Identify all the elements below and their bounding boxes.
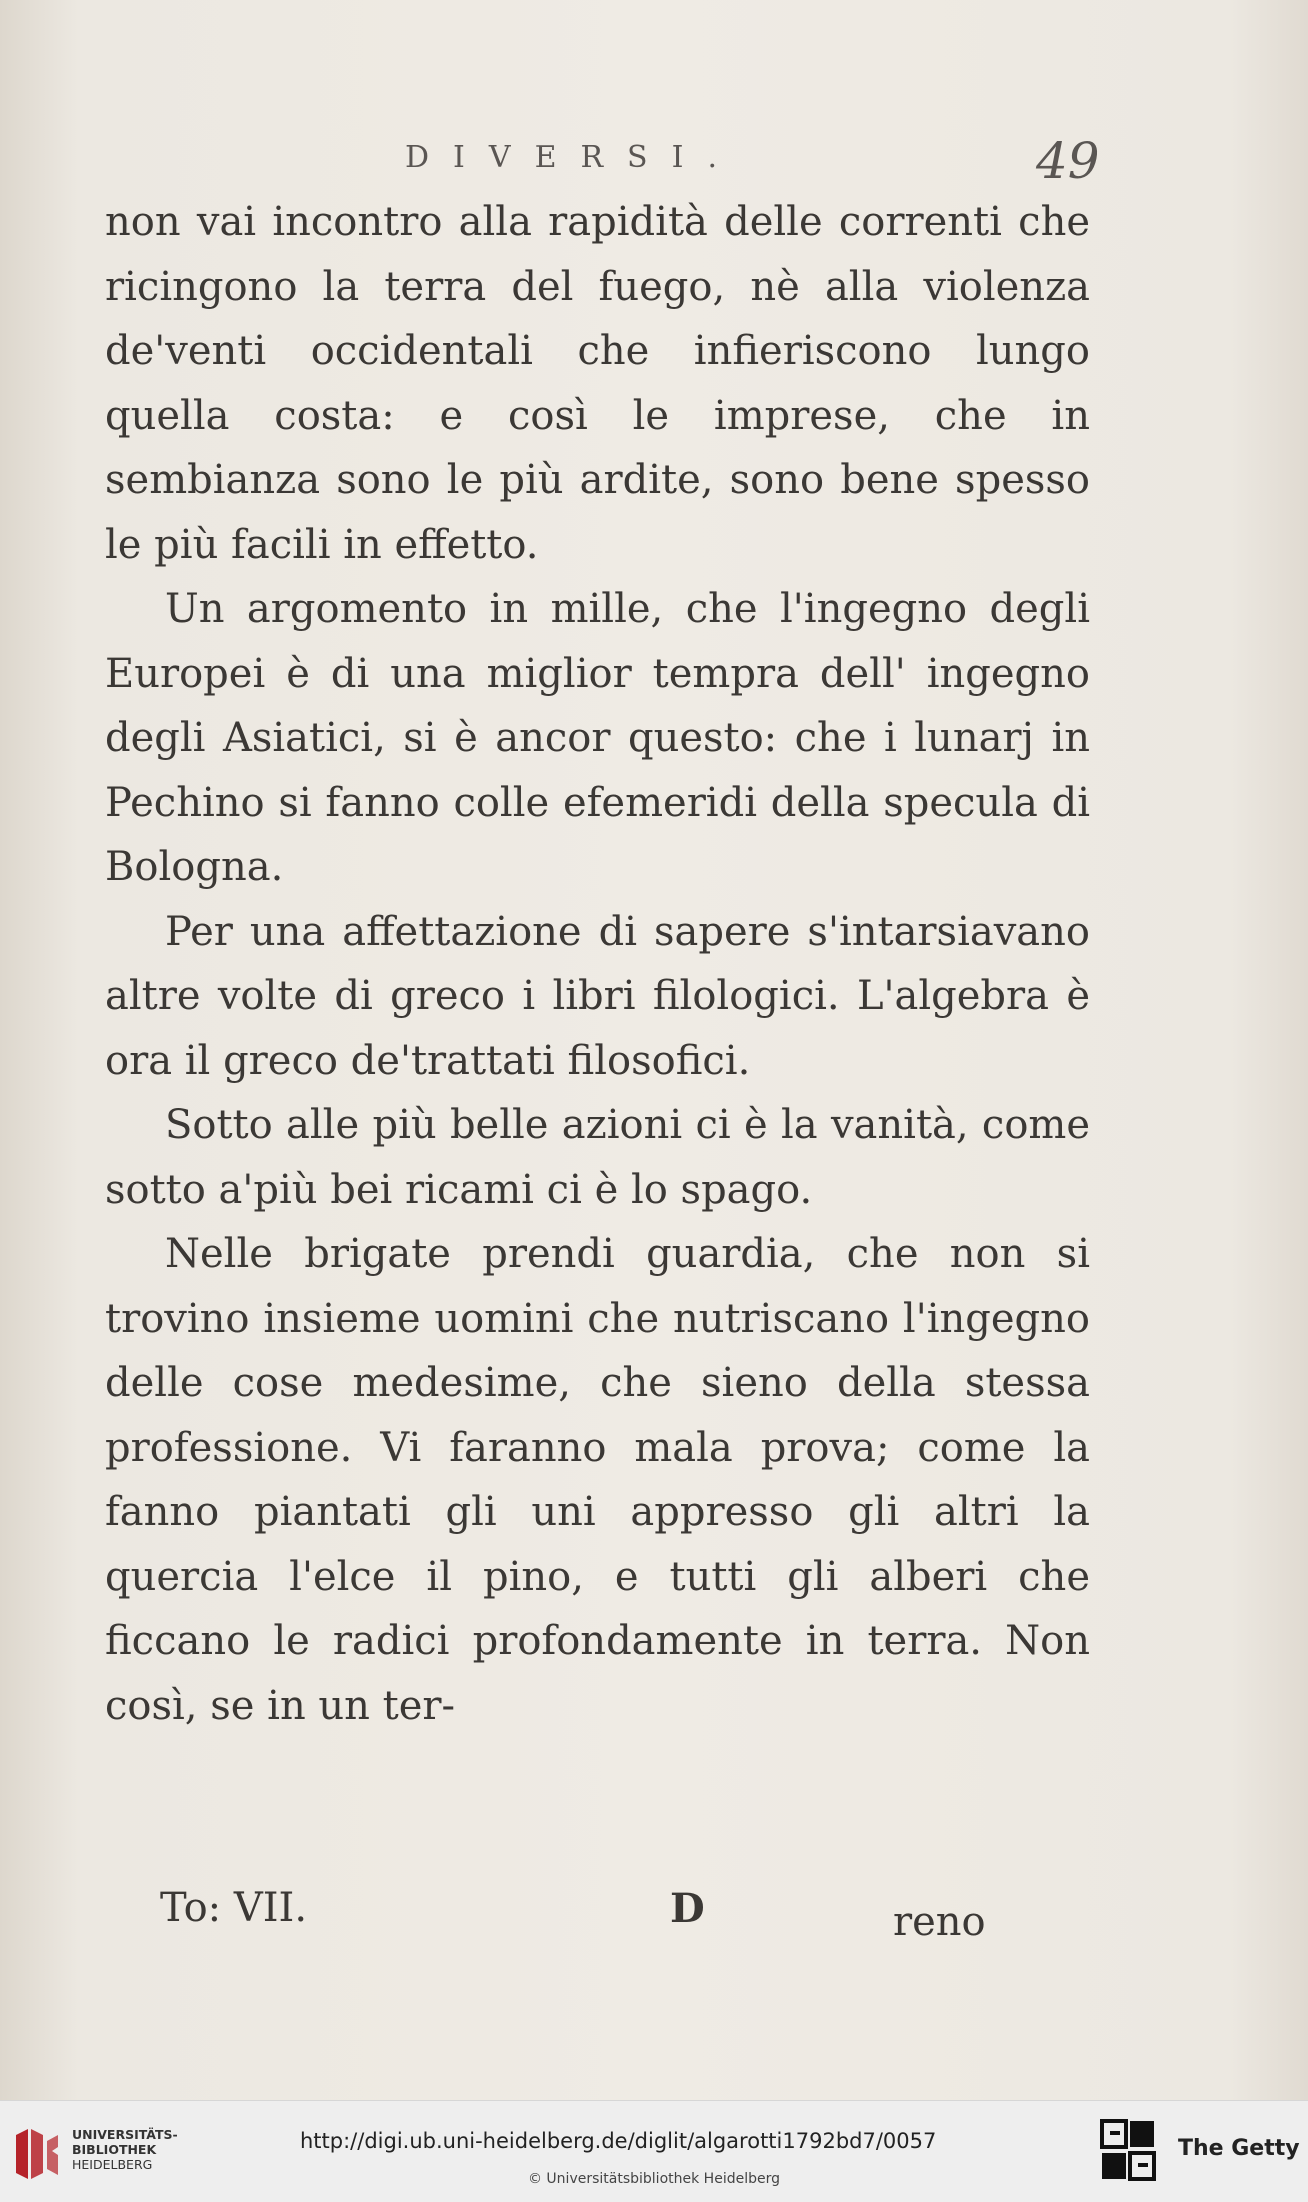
getty-name: The Getty xyxy=(1178,2136,1300,2161)
paragraph: Sotto alle più belle azioni ci è la vanità, come sotto a'più bei ricami ci è lo spago. xyxy=(105,1102,1090,1213)
volume-mark: To: VII. xyxy=(160,1885,308,1931)
paragraph: Per una affettazione di sapere s'intarsiavano altre volte di greco i libri filologici. L'algebra è ora il greco de'trattati filosofici. xyxy=(105,908,1090,1084)
page-number: 49 xyxy=(1036,132,1100,190)
copyright-notice: © Universitätsbibliothek Heidelberg xyxy=(527,2171,780,2187)
signature-mark: D xyxy=(670,1885,705,1932)
viewer-bottom-bar xyxy=(0,2100,1308,2202)
running-head: DIVERSI. xyxy=(405,140,741,175)
catchword: reno xyxy=(893,1899,986,1945)
getty-logo-icon[interactable] xyxy=(1100,2119,1158,2183)
library-name xyxy=(72,2127,178,2172)
paragraph: Un argomento in mille, che l'ingegno degli Europei è di una miglior tempra dell' ingegno degli Asiatici, si è ancor questo: che i lunarj in Pechino si fanno colle efemeridi della specula di Bologna. xyxy=(105,586,1090,890)
library-name-line: HEIDELBERG xyxy=(72,2157,153,2172)
body-text xyxy=(105,190,1090,1738)
library-name-line: BIBLIOTHEK xyxy=(72,2142,157,2157)
page-footer xyxy=(160,1885,1040,1945)
permalink-url[interactable]: http://digi.ub.uni-heidelberg.de/diglit/algarotti1792bd7/0057 xyxy=(300,2129,937,2153)
paragraph: non vai incontro alla rapidità delle correnti che ricingono la terra del fuego, nè alla violenza de'venti occidentali che infieriscono lungo quella costa: e così le imprese, che in sembianza sono le più ardite, sono bene spesso le più facili in effetto. xyxy=(105,199,1090,568)
library-name-line: UNIVERSITÄTS- xyxy=(72,2127,178,2142)
paragraph: Nelle brigate prendi guardia, che non si trovino insieme uomini che nutriscano l'ingegno delle cose medesime, che sieno della stessa professione. Vi faranno mala prova; come la fanno piantati gli uni appresso gli altri la quercia l'elce il pino, e tutti gli alberi che ficcano le radici profondamente in terra. Non così, se in un ter- xyxy=(105,1231,1090,1729)
